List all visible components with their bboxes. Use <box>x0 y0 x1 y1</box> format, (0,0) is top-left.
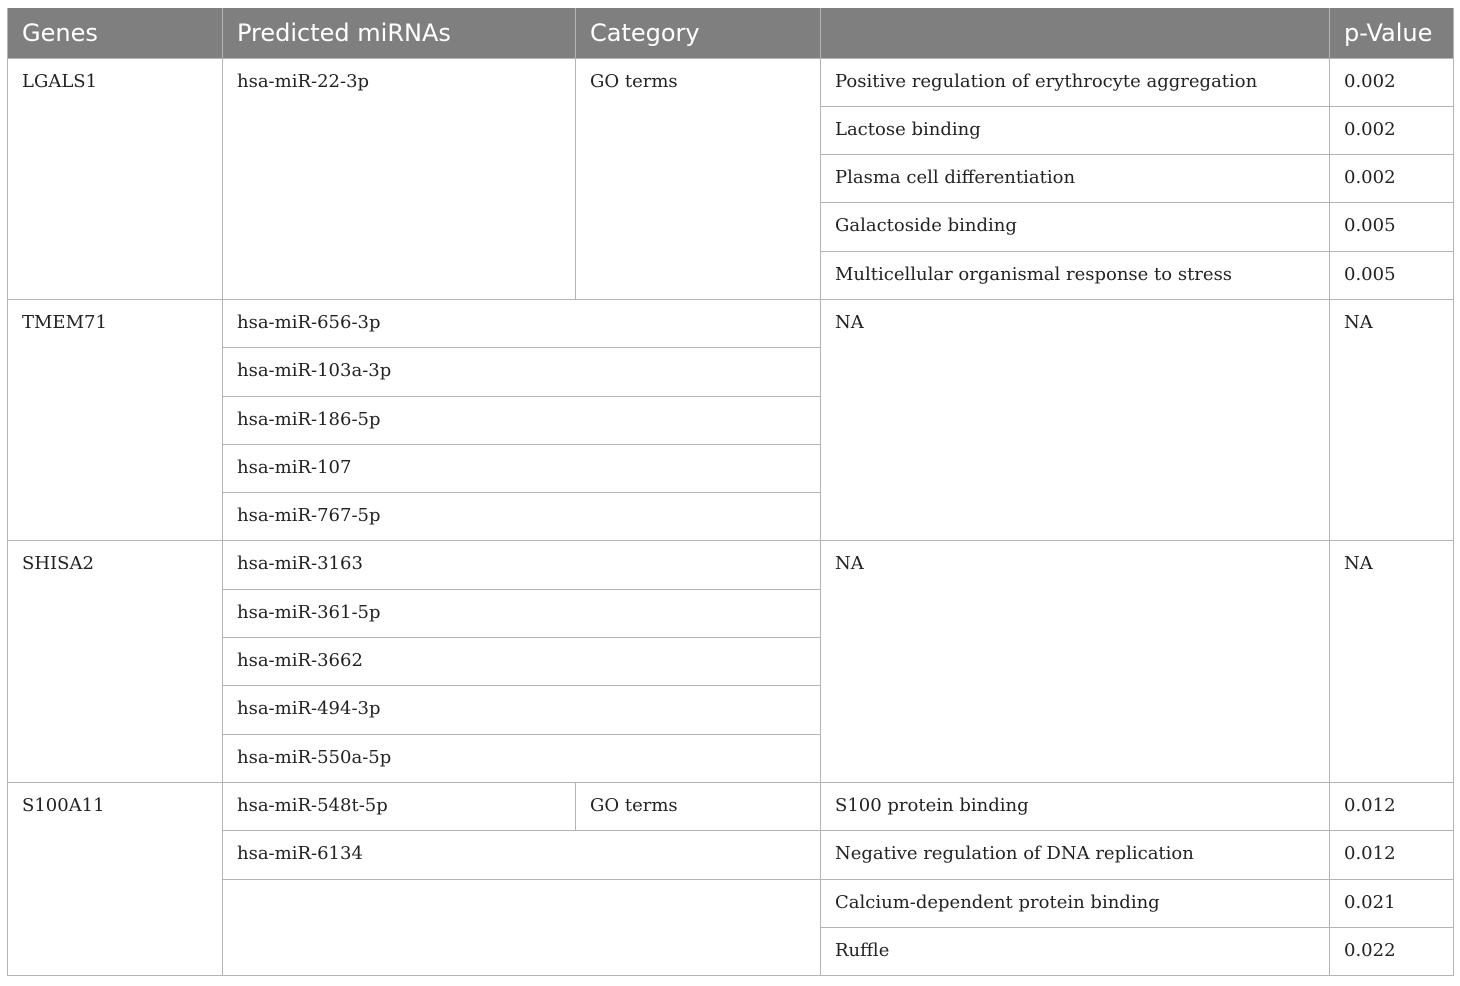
mirna-cell: hsa-miR-6134 <box>223 831 821 879</box>
header-mirnas: Predicted miRNAs <box>223 8 576 58</box>
header-genes: Genes <box>8 8 223 58</box>
pvalue-cell: 0.002 <box>1330 155 1454 203</box>
table-row <box>8 782 1454 830</box>
category-cell: GO terms <box>576 58 821 299</box>
table-row <box>8 58 1454 106</box>
mirna-cell: hsa-miR-186-5p <box>223 396 821 444</box>
term-cell: Plasma cell differentiation <box>821 155 1330 203</box>
term-cell: NA <box>821 299 1330 540</box>
pvalue-cell: NA <box>1330 299 1454 540</box>
mirna-table <box>7 8 1454 976</box>
mirna-cell: hsa-miR-550a-5p <box>223 734 821 782</box>
term-cell: S100 protein binding <box>821 782 1330 830</box>
pvalue-cell: 0.012 <box>1330 831 1454 879</box>
mirna-cell: hsa-miR-3662 <box>223 638 821 686</box>
pvalue-cell: NA <box>1330 541 1454 782</box>
mirna-cell: hsa-miR-767-5p <box>223 493 821 541</box>
term-cell: Lactose binding <box>821 106 1330 154</box>
gene-cell: LGALS1 <box>8 58 223 299</box>
pvalue-cell: 0.021 <box>1330 879 1454 927</box>
mirna-cell: hsa-miR-656-3p <box>223 299 821 347</box>
pvalue-cell: 0.005 <box>1330 251 1454 299</box>
mirna-cell: hsa-miR-107 <box>223 444 821 492</box>
term-cell: NA <box>821 541 1330 782</box>
pvalue-cell: 0.002 <box>1330 106 1454 154</box>
header-category: Category <box>576 8 821 58</box>
mirna-cell: hsa-miR-494-3p <box>223 686 821 734</box>
header-row <box>8 8 1454 58</box>
gene-cell: TMEM71 <box>8 299 223 540</box>
pvalue-cell: 0.002 <box>1330 58 1454 106</box>
term-cell: Ruffle <box>821 927 1330 975</box>
pvalue-cell: 0.022 <box>1330 927 1454 975</box>
table-row <box>8 831 1454 879</box>
term-cell: Galactoside binding <box>821 203 1330 251</box>
mirna-cell: hsa-miR-22-3p <box>223 58 576 299</box>
table-row <box>8 879 1454 927</box>
term-cell: Calcium-dependent protein binding <box>821 879 1330 927</box>
table-row <box>8 541 1454 589</box>
mirna-cell: hsa-miR-3163 <box>223 541 821 589</box>
pvalue-cell: 0.005 <box>1330 203 1454 251</box>
gene-cell: SHISA2 <box>8 541 223 782</box>
term-cell: Multicellular organismal response to stress <box>821 251 1330 299</box>
table-row <box>8 299 1454 347</box>
empty-cell <box>223 879 821 976</box>
header-pvalue: p-Value <box>1330 8 1454 58</box>
mirna-cell: hsa-miR-103a-3p <box>223 348 821 396</box>
term-cell: Positive regulation of erythrocyte aggregation <box>821 58 1330 106</box>
header-term <box>821 8 1330 58</box>
category-cell: GO terms <box>576 782 821 830</box>
term-cell: Negative regulation of DNA replication <box>821 831 1330 879</box>
mirna-cell: hsa-miR-361-5p <box>223 589 821 637</box>
gene-cell: S100A11 <box>8 782 223 975</box>
pvalue-cell: 0.012 <box>1330 782 1454 830</box>
mirna-cell: hsa-miR-548t-5p <box>223 782 576 830</box>
